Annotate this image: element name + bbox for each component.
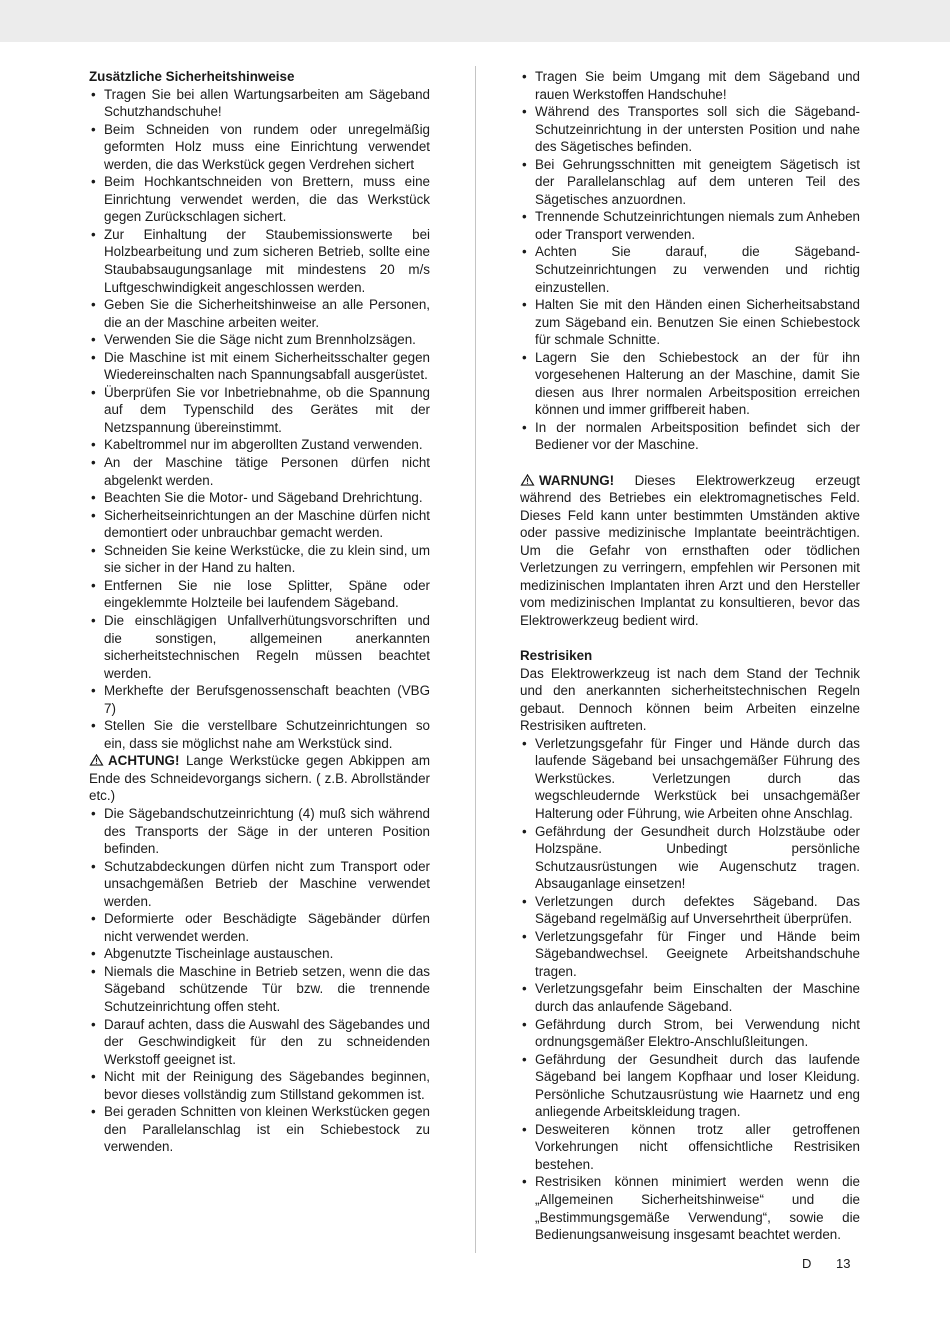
list-item: • Deformierte oder Beschädigte Sägebänder dürfen nicht verwendet werden. [89,910,430,945]
list-item: • Zur Einhaltung der Staubemissionswerte bei Holzbearbeitung und zum sicheren Betrieb, sollte eine Staubabsaugungsanlage mit mindestens 20 m/s Luftgeschwindigkeit angeschlossen werden. [89,226,430,296]
list-item: • Schutzabdeckungen dürfen nicht zum Transport oder unsachgemäßen Betrieb der Maschine verwendet werden. [89,858,430,911]
list-item: • Gefährdung durch Strom, bei Verwendung nicht ordnungsgemäßer Elektro-Anschlußleitungen. [520,1016,860,1051]
list-item: • Niemals die Maschine in Betrieb setzen, wenn die das Sägeband schützende Tür bzw. die trennende Schutzeinrichtung offen steht. [89,963,430,1016]
list-item: • Kabeltrommel nur im abgerollten Zustand verwenden. [89,436,430,454]
warning-note [520,472,860,630]
list-item: • Die einschlägigen Unfallverhütungsvorschriften und die sonstigen, allgemeinen anerkannten sicherheitstechnischen Regeln müssen beachtet werden. [89,612,430,682]
top-bar [0,0,950,42]
list-item: • Nicht mit der Reinigung des Sägebandes beginnen, bevor dieses vollständig zum Stillstand gekommen ist. [89,1068,430,1103]
safety-list-2 [89,805,430,1156]
list-item: • Restrisiken können minimiert werden wenn die „Allgemeinen Sicherheitshinweise“ und die „Bestimmungsgemäße Verwendung“, sowie die Bedienungsanweisung insgesamt beachtet werden. [520,1173,860,1243]
list-item: • Die Sägebandschutzeinrichtung (4) muß sich während des Transports der Säge in der unteren Position befinden. [89,805,430,858]
right-column [520,68,860,1244]
section-heading-restrisiken: Restrisiken [520,648,593,664]
list-item: • Verwenden Sie die Säge nicht zum Brennholzsägen. [89,331,430,349]
list-item: • Überprüfen Sie vor Inbetriebnahme, ob die Spannung auf dem Typenschild des Gerätes mit der Netzspannung übereinstimmt. [89,384,430,437]
list-item: • Beim Hochkantschneiden von Brettern, muss eine Einrichtung verwendet werden, die das Werkstück gegen Zurückschlagen sichert. [89,173,430,226]
list-item: • Trennende Schutzeinrichtungen niemals zum Anheben oder Transport verwenden. [520,208,860,243]
left-column [89,68,430,1156]
list-item: • Gefährdung der Gesundheit durch das laufende Sägeband bei langem Kopfhaar und loser Kleidung. Persönliche Schutzausrüstung wie Haarnetz und eng anliegende Arbeitskleidung tragen. [520,1051,860,1121]
list-item: • Desweiteren können trotz aller getroffenen Vorkehrungen nicht offensichtliche Restrisiken bestehen. [520,1121,860,1174]
list-item: • Bei Gehrungsschnitten mit geneigtem Sägetisch ist der Parallelanschlag auf dem unteren Teil des Sägetisches anzuordnen. [520,156,860,209]
footer-language: D [802,1256,812,1271]
list-item: • Stellen Sie die verstellbare Schutzeinrichtungen so ein, dass sie möglichst nahe am Werkstück sind. [89,717,430,752]
list-item: • Gefährdung der Gesundheit durch Holzstäube oder Holzspäne. Unbedingt persönliche Schutzausrüstungen wie Augenschutz tragen. Absauganlage einsetzen! [520,823,860,893]
warning-triangle-icon [89,754,104,766]
warning-label: WARNUNG! [539,472,615,488]
list-item: • Achten Sie darauf, die Sägeband- Schutzeinrichtungen zu verwenden und richtig einzustellen. [520,243,860,296]
list-item: • In der normalen Arbeitsposition befindet sich der Bediener vor der Maschine. [520,419,860,454]
restrisiken-intro: Das Elektrowerkzeug ist nach dem Stand der Technik und den anerkannten sicherheitstechnischen Regeln gebaut. Dennoch können beim Arbeiten einzelne Restrisiken auftreten. [520,665,860,734]
restrisiken-list [520,735,860,1244]
list-item: • Geben Sie die Sicherheitshinweise an alle Personen, die an der Maschine arbeiten weiter. [89,296,430,331]
list-item: • Verletzungen durch defektes Sägeband. Das Sägeband regelmäßig auf Unversehrtheit überprüfen. [520,893,860,928]
page-number: 13 [836,1256,851,1271]
spacer [520,630,860,648]
achtung-label: ACHTUNG! [108,753,180,769]
list-item: • Tragen Sie bei allen Wartungsarbeiten am Sägeband Schutzhandschuhe! [89,86,430,121]
list-item: • Beim Schneiden von rundem oder unregelmäßig geformten Holz muss eine Einrichtung verwendet werden, die das Werkstück gegen Verdrehen sichert [89,121,430,174]
safety-list-3 [520,68,860,454]
list-item: • Tragen Sie beim Umgang mit dem Sägeband und rauen Werkstoffen Handschuhe! [520,68,860,103]
achtung-note [89,752,430,805]
list-item: • Halten Sie mit den Händen einen Sicherheitsabstand zum Sägeband ein. Benutzen Sie einen Schiebestock für schmale Schnitte. [520,296,860,349]
list-item: • Sicherheitseinrichtungen an der Maschine dürfen nicht demontiert oder unbrauchbar gemacht werden. [89,507,430,542]
list-item: • Während des Transportes soll sich die Sägeband-Schutzeinrichtung in der untersten Position und nahe des Sägetisches befinden. [520,103,860,156]
achtung-text: Lange Werkstücke gegen Abkippen am Ende des Schneidevorgangs sichern. ( z.B. Abrollständer etc.) [89,753,430,804]
list-item: • Beachten Sie die Motor- und Sägeband Drehrichtung. [89,489,430,507]
list-item: • Schneiden Sie keine Werkstücke, die zu klein sind, um sie sicher in der Hand zu halten. [89,542,430,577]
warning-triangle-icon [520,474,535,486]
list-item: • An der Maschine tätige Personen dürfen nicht abgelenkt werden. [89,454,430,489]
section-heading-safety: Zusätzliche Sicherheitshinweise [89,69,295,84]
list-item: • Abgenutzte Tischeinlage austauschen. [89,945,430,963]
list-item: • Entfernen Sie nie lose Splitter, Späne oder eingeklemmte Holzteile bei laufendem Sägeband. [89,577,430,612]
list-item: • Verletzungsgefahr für Finger und Hände beim Sägebandwechsel. Geeignete Arbeitshandschuhe tragen. [520,928,860,981]
list-item: • Verletzungsgefahr für Finger und Hände durch das laufende Sägeband bei unsachgemäßer Führung des Werkstückes. Verletzungen durch das wegschleudernde Werkstück bei unsachgemäßer Halterung oder Führung, wie Arbeiten ohne Anschlag. [520,735,860,823]
list-item: • Verletzungsgefahr beim Einschalten der Maschine durch das anlaufende Sägeband. [520,980,860,1015]
list-item: • Bei geraden Schnitten von kleinen Werkstücken gegen den Parallelanschlag ist ein Schiebestock zu verwenden. [89,1103,430,1156]
list-item: • Darauf achten, dass die Auswahl des Sägebandes und der Geschwindigkeit für den zu schneidenden Werkstoff geeignet ist. [89,1016,430,1069]
list-item: • Die Maschine ist mit einem Sicherheitsschalter gegen Wiedereinschalten nach Spannungsabfall ausgerüstet. [89,349,430,384]
list-item: • Merkhefte der Berufsgenossenschaft beachten (VBG 7) [89,682,430,717]
list-item: • Lagern Sie den Schiebestock an der für ihn vorgesehenen Halterung an der Maschine, damit Sie diesen aus Ihrer normalen Arbeitsposition erreichen können und immer griffbereit haben. [520,349,860,419]
safety-list [89,86,430,753]
spacer [520,454,860,472]
warning-text: Dieses Elektrowerkzeug erzeugt während des Betriebes ein elektromagnetisches Feld. Dieses Feld kann unter bestimmten Umständen aktive oder passive medizinische Implantate beeinträchtigen. Um die Gefahr von ernsthaften oder tödlichen Verletzungen zu verringern, empfehlen wir Personen mit medizinischen Implantaten ihren Arzt und den Hersteller vom medizinischen Implantat zu konsultieren, bevor das Elektrowerkzeug bedient wird. [520,472,860,628]
column-divider [475,66,476,1253]
